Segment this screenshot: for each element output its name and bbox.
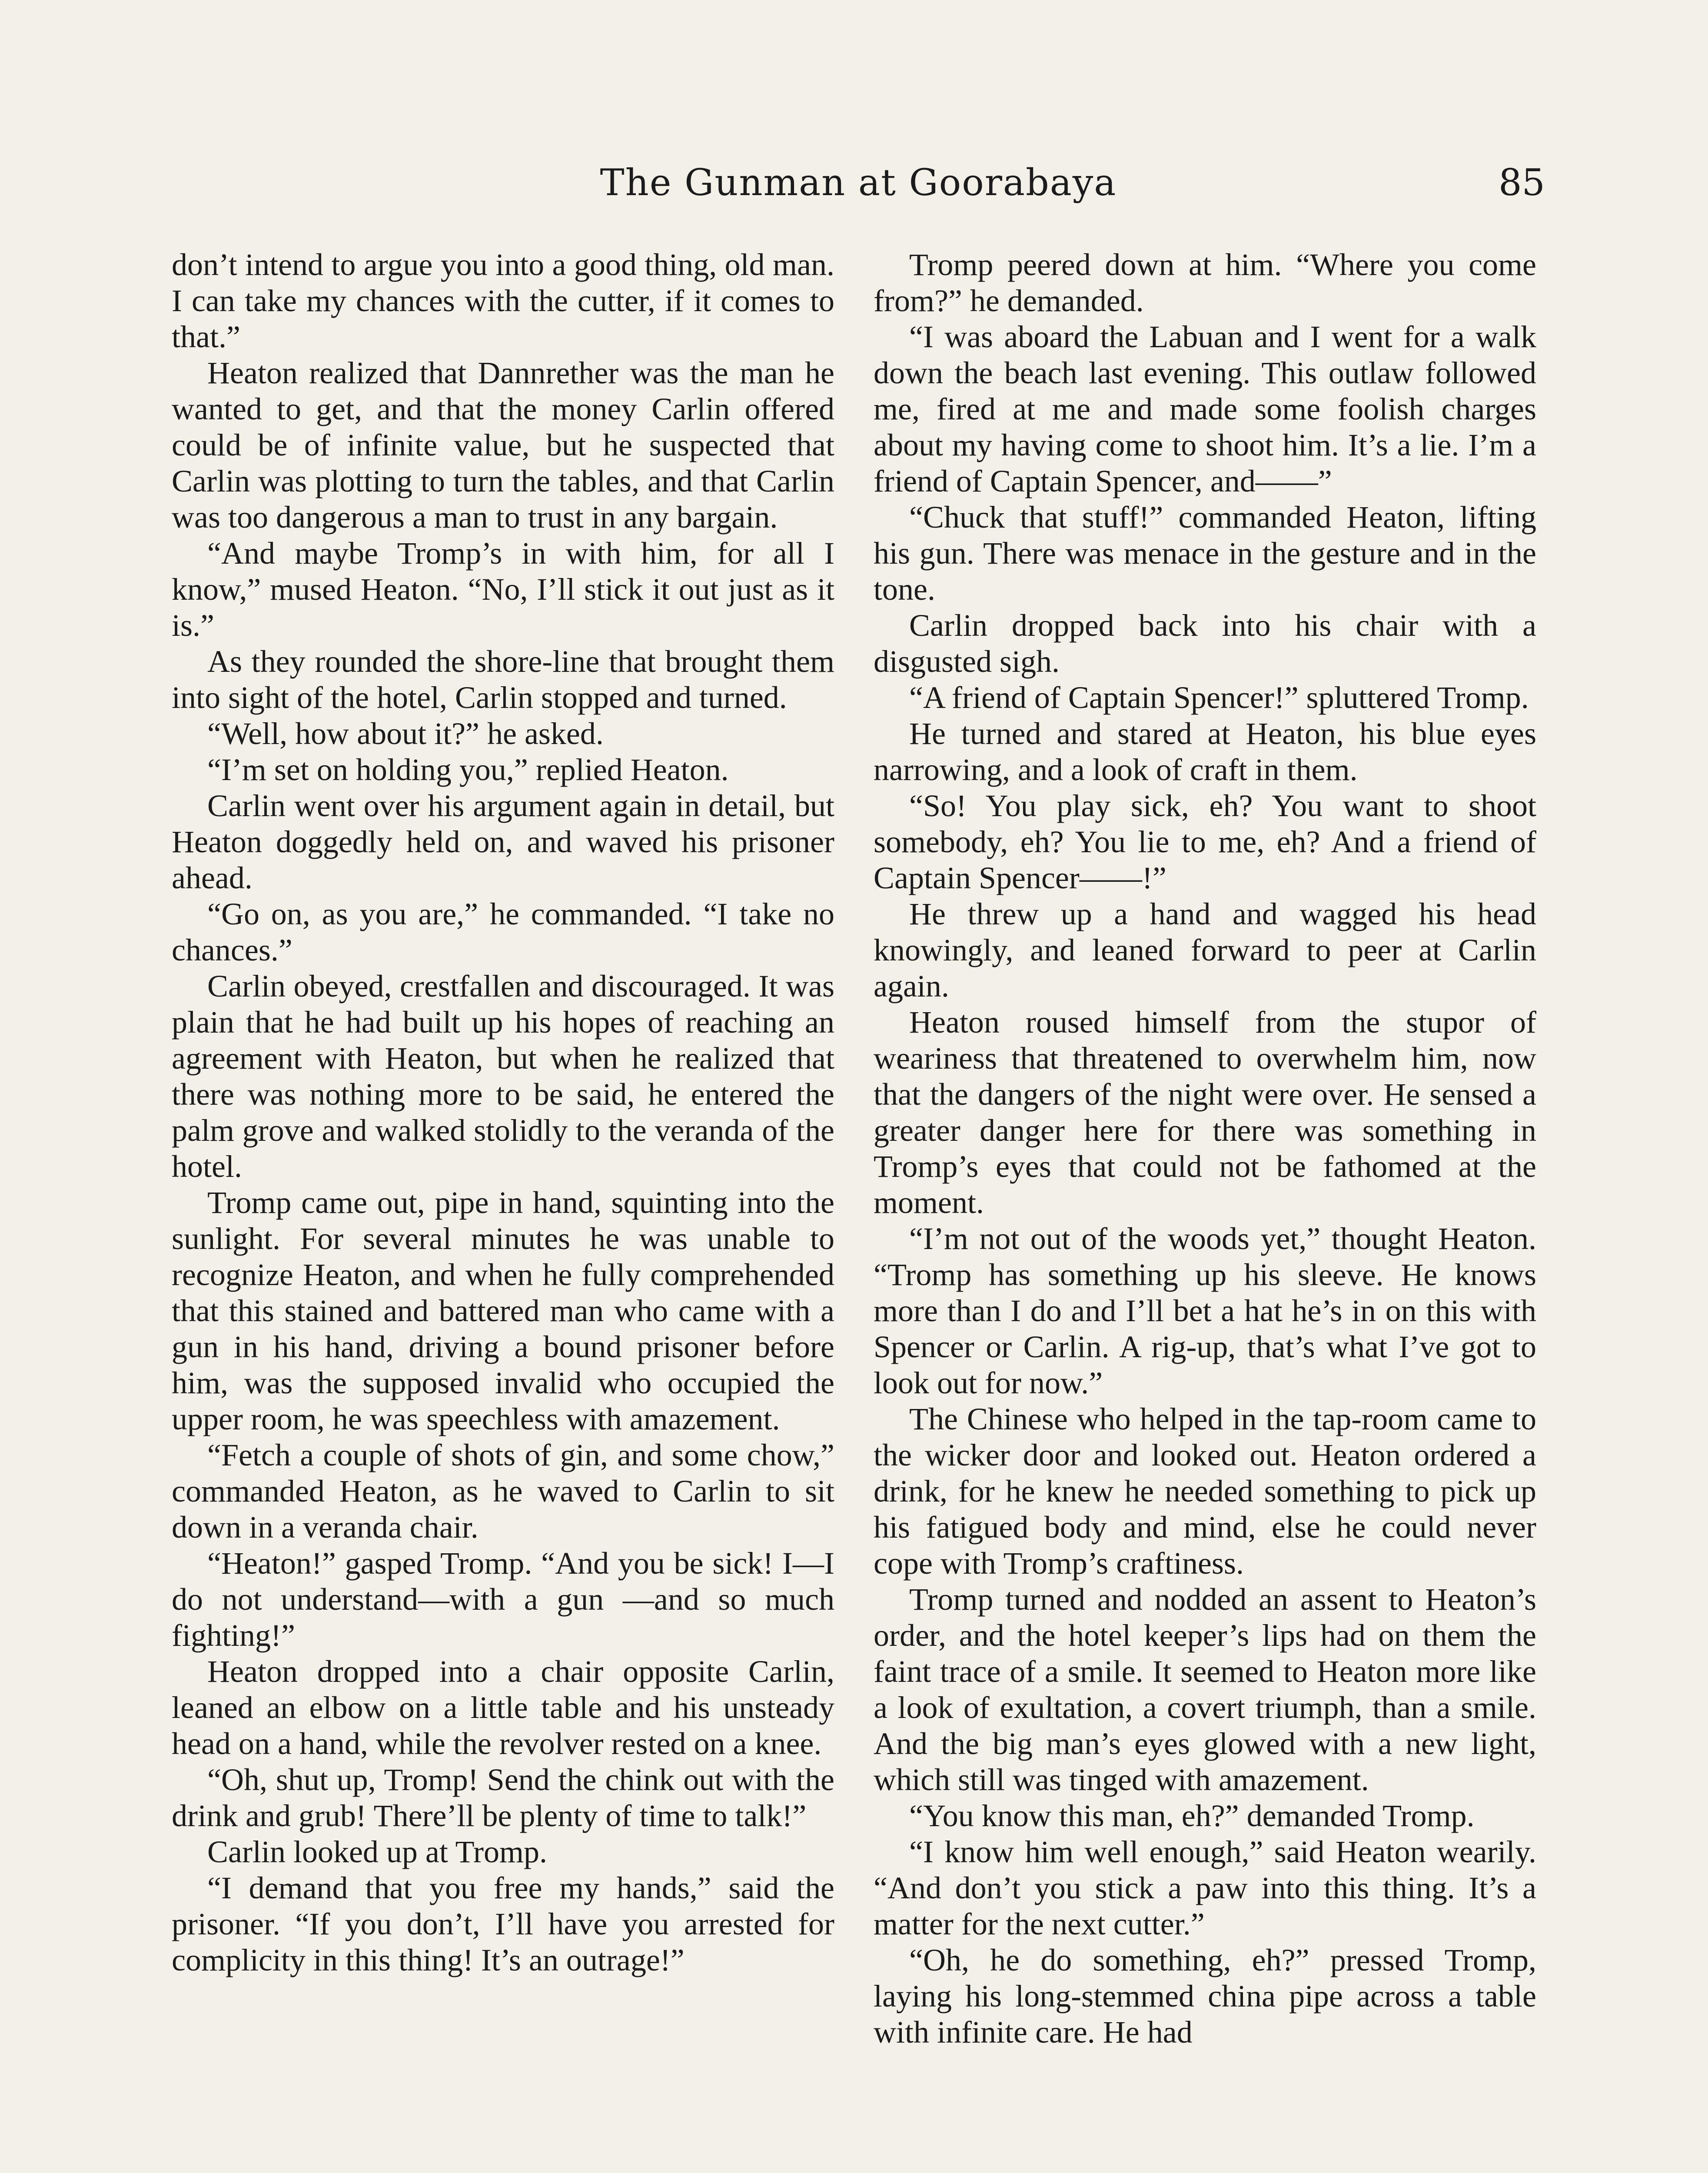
paragraph: Tromp came out, pipe in hand, squinting into the sunlight. For several minutes he was unable to recognize Heaton, and when he fully comprehended that this stained and battered man who came with a gun in his hand, driving a bound prisoner before him, was the supposed invalid who occupied the upper room, he was speechless with amazement.	[172, 1185, 834, 1436]
page-title: The Gunman at Goorabaya	[600, 161, 1117, 204]
paragraph: “I demand that you free my hands,” said the prisoner. “If you don’t, I’ll have you arrested for complicity in this thing! It’s an outrage!”	[172, 1871, 834, 1977]
paragraph: Heaton realized that Dannrether was the man he wanted to get, and that the money Carlin offered could be of infinite value, but he suspected that Carlin was plotting to turn the tables, and that Carlin was too dangerous a man to trust in any bargain.	[172, 356, 834, 535]
paragraph: “You know this man, eh?” demanded Tromp.	[909, 1798, 1475, 1833]
paragraph: Tromp turned and nodded an assent to Heaton’s order, and the hotel keeper’s lips had on them the faint trace of a smile. It seemed to Heaton more like a look of exultation, a covert triumph, than a smile. And the big man’s eyes glowed with a new light, which still was tinged with amazement.	[874, 1582, 1536, 1797]
paragraph: Tromp peered down at him. “Where you come from?” he demanded.	[874, 247, 1536, 318]
paragraph: “Go on, as you are,” he commanded. “I take no chances.”	[172, 897, 834, 967]
right-column	[874, 247, 1536, 2173]
paragraph: “Heaton!” gasped Tromp. “And you be sick! I—I do not understand—with a gun —and so much fighting!”	[172, 1546, 834, 1653]
paragraph: “I’m not out of the woods yet,” thought Heaton. “Tromp has something up his sleeve. He knows more than I do and I’ll bet a hat he’s in on this with Spencer or Carlin. A rig-up, that’s what I’ve got to look out for now.”	[874, 1221, 1536, 1400]
paragraph: “And maybe Tromp’s in with him, for all I know,” mused Heaton. “No, I’ll stick it out just as it is.”	[172, 536, 834, 643]
paragraph: “Oh, he do something, eh?” pressed Tromp, laying his long-stemmed china pipe across a table with infinite care. He had	[874, 1943, 1536, 2050]
paragraph: “I’m set on holding you,” replied Heaton.	[207, 752, 729, 787]
paragraph: Carlin went over his argument again in detail, but Heaton doggedly held on, and waved his prisoner ahead.	[172, 788, 834, 895]
paragraph: He turned and stared at Heaton, his blue eyes narrowing, and a look of craft in them.	[874, 716, 1536, 787]
paragraph: “I was aboard the Labuan and I went for a walk down the beach last evening. This outlaw followed me, fired at me and made some foolish charges about my having come to shoot him. It’s a lie. I’m a friend of Captain Spencer, and——”	[874, 319, 1536, 498]
paragraph: Heaton dropped into a chair opposite Carlin, leaned an elbow on a little table and his unsteady head on a hand, while the revolver rested on a knee.	[172, 1654, 834, 1761]
paragraph: “A friend of Captain Spencer!” spluttered Tromp.	[909, 680, 1529, 715]
paragraph: “Well, how about it?” he asked.	[207, 716, 604, 751]
paragraph: “Chuck that stuff!” commanded Heaton, lifting his gun. There was menace in the gesture and in the tone.	[874, 500, 1536, 607]
paragraph: Carlin dropped back into his chair with a disgusted sigh.	[874, 608, 1536, 679]
paragraph: Heaton roused himself from the stupor of weariness that threatened to overwhelm him, now that the dangers of the night were over. He sensed a greater danger here for there was something in Tromp’s eyes that could not be fathomed at the moment.	[874, 1005, 1536, 1220]
paragraph: He threw up a hand and wagged his head knowingly, and leaned forward to peer at Carlin again.	[874, 897, 1536, 1003]
page-number: 85	[1499, 161, 1545, 204]
paragraph: “So! You play sick, eh? You want to shoot somebody, eh? You lie to me, eh? And a friend of Captain Spencer——!”	[874, 788, 1536, 895]
left-column	[172, 247, 834, 2173]
page-header	[172, 154, 1545, 211]
paragraph: Carlin obeyed, crestfallen and discouraged. It was plain that he had built up his hopes of reaching an agreement with Heaton, but when he realized that there was nothing more to be said, he entered the palm grove and walked stolidly to the veranda of the hotel.	[172, 969, 834, 1184]
paragraph: As they rounded the shore-line that brought them into sight of the hotel, Carlin stopped and turned.	[172, 644, 834, 715]
paragraph: “Oh, shut up, Tromp! Send the chink out with the drink and grub! There’ll be plenty of time to talk!”	[172, 1762, 834, 1833]
paragraph: “Fetch a couple of shots of gin, and some chow,” commanded Heaton, as he waved to Carlin to sit down in a veranda chair.	[172, 1438, 834, 1545]
paragraph: don’t intend to argue you into a good thing, old man. I can take my chances with the cutter, if it comes to that.”	[172, 247, 834, 354]
paragraph: Carlin looked up at Tromp.	[207, 1834, 548, 1869]
paragraph: “I know him well enough,” said Heaton wearily. “And don’t you stick a paw into this thing. It’s a matter for the next cutter.”	[874, 1834, 1536, 1941]
paragraph: The Chinese who helped in the tap-room came to the wicker door and looked out. Heaton ordered a drink, for he knew he needed something to pick up his fatigued body and mind, else he could never cope with Tromp’s craftiness.	[874, 1402, 1536, 1581]
